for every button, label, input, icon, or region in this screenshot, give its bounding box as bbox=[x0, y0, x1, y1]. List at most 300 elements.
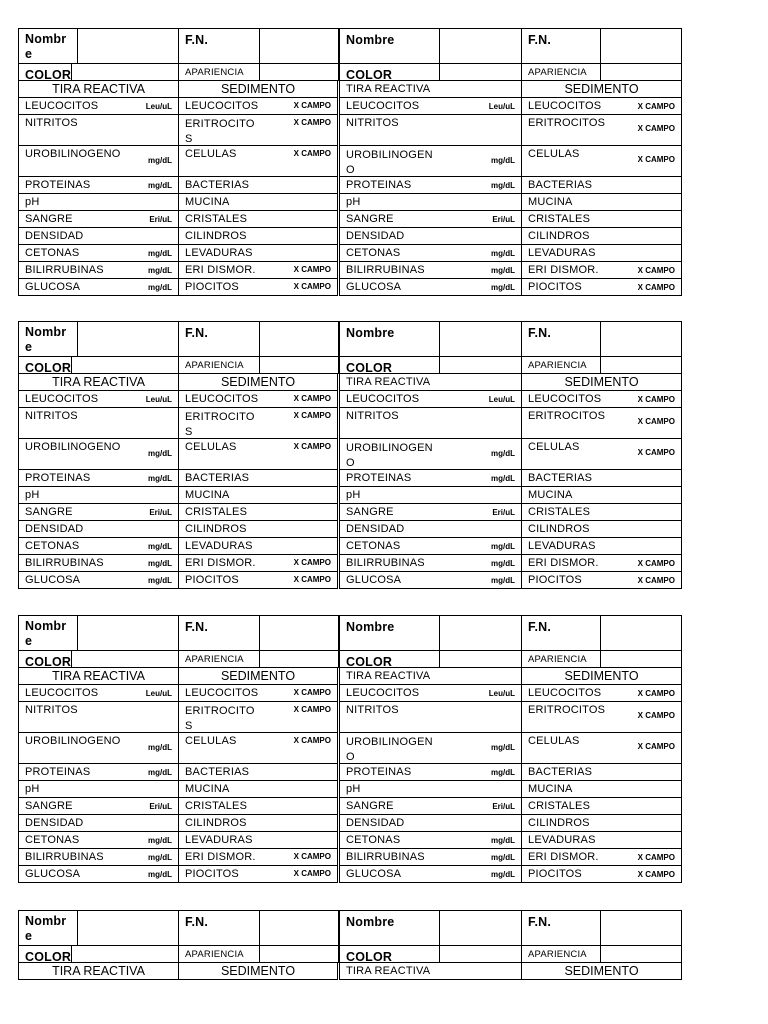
sed-row[interactable] bbox=[521, 520, 682, 538]
tira-row[interactable] bbox=[339, 780, 522, 798]
tira-row-label: CETONAS bbox=[25, 834, 80, 846]
tira-row-label: BILIRRUBINAS bbox=[346, 264, 425, 276]
tira-row-label: BILIRRUBINAS bbox=[346, 851, 425, 863]
sed-row-label: PIOCITOS bbox=[528, 868, 582, 880]
apariencia-value-field[interactable] bbox=[259, 63, 339, 81]
tira-row-unit: mg/dL bbox=[148, 449, 172, 458]
tira-row[interactable] bbox=[18, 684, 179, 702]
tira-row[interactable] bbox=[18, 814, 179, 832]
fn-value-field[interactable] bbox=[259, 910, 339, 946]
nombre-value-field[interactable] bbox=[77, 615, 179, 651]
sed-row-label: PIOCITOS bbox=[185, 574, 239, 586]
tira-row-unit: mg/dL bbox=[491, 870, 515, 879]
sed-row[interactable] bbox=[521, 780, 682, 798]
sed-row[interactable] bbox=[178, 438, 338, 470]
tira-row[interactable] bbox=[339, 407, 522, 439]
sed-row-unit: X CAMPO bbox=[637, 711, 675, 720]
color-value-field[interactable] bbox=[439, 650, 522, 668]
color-value-field[interactable] bbox=[439, 356, 522, 374]
tira-row[interactable] bbox=[339, 227, 522, 245]
color-label: COLOR bbox=[25, 68, 72, 81]
fn-value-field[interactable] bbox=[259, 615, 339, 651]
tira-row-label: UROBILINOGENO bbox=[25, 148, 121, 160]
tira-row[interactable] bbox=[339, 210, 522, 228]
sed-row[interactable] bbox=[521, 684, 682, 702]
sed-row[interactable] bbox=[521, 763, 682, 781]
nombre-label-cell bbox=[18, 910, 78, 946]
sed-row[interactable] bbox=[521, 503, 682, 521]
tira-row[interactable] bbox=[18, 261, 179, 279]
tira-row[interactable] bbox=[18, 763, 179, 781]
tira-row-label: PROTEINAS bbox=[346, 179, 412, 191]
sed-row[interactable] bbox=[178, 244, 338, 262]
sed-row-label: CILINDROS bbox=[185, 817, 247, 829]
sed-row-label: BACTERIAS bbox=[528, 766, 593, 778]
tira-row[interactable] bbox=[339, 145, 522, 177]
sed-row-unit: X CAMPO bbox=[293, 101, 331, 110]
color-label: COLOR bbox=[346, 950, 393, 963]
sed-row-unit: X CAMPO bbox=[637, 283, 675, 292]
tira-row[interactable] bbox=[18, 278, 179, 296]
tira-row-unit: mg/dL bbox=[148, 156, 172, 165]
sed-row[interactable] bbox=[521, 701, 682, 733]
sed-row-label: CRISTALES bbox=[528, 800, 591, 812]
tira-row-unit: Leu/uL bbox=[488, 395, 515, 404]
tira-row[interactable] bbox=[18, 486, 179, 504]
sed-row[interactable] bbox=[178, 227, 338, 245]
color-label: COLOR bbox=[346, 68, 393, 81]
tira-row[interactable] bbox=[339, 438, 522, 470]
apariencia-label-cell bbox=[521, 945, 601, 963]
tira-row-unit: mg/dL bbox=[148, 283, 172, 292]
tira-row[interactable] bbox=[18, 537, 179, 555]
sed-row[interactable] bbox=[178, 193, 338, 211]
sed-row[interactable] bbox=[521, 571, 682, 589]
tira-row[interactable] bbox=[18, 438, 179, 470]
tira-row-unit: Eri/uL bbox=[492, 215, 515, 224]
sed-row[interactable] bbox=[178, 520, 338, 538]
sed-row[interactable] bbox=[521, 848, 682, 866]
sed-row-unit: X CAMPO bbox=[637, 559, 675, 568]
tira-row[interactable] bbox=[18, 193, 179, 211]
sed-row[interactable] bbox=[178, 701, 338, 733]
tira-row[interactable] bbox=[18, 114, 179, 146]
sed-row[interactable] bbox=[178, 571, 338, 589]
tira-row-unit: mg/dL bbox=[148, 542, 172, 551]
tira-row[interactable] bbox=[18, 390, 179, 408]
sed-row-unit: X CAMPO bbox=[293, 265, 331, 274]
tira-row[interactable] bbox=[18, 176, 179, 194]
sed-row-label: ERI DISMOR. bbox=[185, 264, 256, 276]
tira-row[interactable] bbox=[18, 797, 179, 815]
tira-row[interactable] bbox=[18, 865, 179, 883]
sed-row[interactable] bbox=[178, 278, 338, 296]
apariencia-label-cell bbox=[521, 356, 601, 374]
sed-row[interactable] bbox=[521, 554, 682, 572]
fn-label-cell bbox=[521, 615, 601, 651]
tira-row-unit: mg/dL bbox=[491, 836, 515, 845]
tira-row-label: LEUCOCITOS bbox=[346, 393, 420, 405]
sed-row[interactable] bbox=[521, 469, 682, 487]
tira-row[interactable] bbox=[339, 520, 522, 538]
tira-row-label: DENSIDAD bbox=[346, 817, 405, 829]
nombre-label-cell bbox=[18, 28, 78, 64]
sed-row-label: CRISTALES bbox=[528, 213, 591, 225]
tira-row[interactable] bbox=[18, 210, 179, 228]
tira-row-unit: mg/dL bbox=[148, 474, 172, 483]
sed-row-label: MUCINA bbox=[528, 489, 573, 501]
sed-row[interactable] bbox=[178, 684, 338, 702]
fn-value-field[interactable] bbox=[600, 28, 682, 64]
sed-row[interactable] bbox=[521, 831, 682, 849]
nombre-label: Nombre bbox=[346, 915, 395, 929]
sed-row[interactable] bbox=[521, 814, 682, 832]
sed-row[interactable] bbox=[178, 114, 338, 146]
sedimento-title: SEDIMENTO bbox=[220, 82, 296, 96]
fn-value-field[interactable] bbox=[600, 615, 682, 651]
nombre-value-field[interactable] bbox=[439, 910, 522, 946]
sed-row-label: MUCINA bbox=[528, 196, 573, 208]
tira-row-label: LEUCOCITOS bbox=[346, 100, 420, 112]
sed-row-label: BACTERIAS bbox=[528, 472, 593, 484]
tira-row[interactable] bbox=[339, 176, 522, 194]
nombre-value-field[interactable] bbox=[439, 615, 522, 651]
tira-row[interactable] bbox=[18, 503, 179, 521]
sed-row[interactable] bbox=[521, 176, 682, 194]
tira-row[interactable] bbox=[339, 244, 522, 262]
sed-row-label: LEVADURAS bbox=[185, 834, 253, 846]
sed-row[interactable] bbox=[178, 537, 338, 555]
sed-row-unit: X CAMPO bbox=[293, 394, 331, 403]
tira-row-label: CETONAS bbox=[25, 247, 80, 259]
sed-row[interactable] bbox=[521, 390, 682, 408]
sed-row[interactable] bbox=[521, 732, 682, 764]
nombre-value-field[interactable] bbox=[77, 910, 179, 946]
sed-row-unit: X CAMPO bbox=[293, 118, 331, 127]
sed-row-unit: X CAMPO bbox=[293, 411, 331, 420]
tira-row[interactable] bbox=[18, 554, 179, 572]
sed-row-label: CELULAS bbox=[185, 735, 237, 747]
sed-row-label: ERITROCITO S bbox=[185, 411, 255, 438]
tira-row-label: LEUCOCITOS bbox=[25, 100, 99, 112]
tira-row-label: DENSIDAD bbox=[25, 523, 84, 535]
sed-row[interactable] bbox=[178, 848, 338, 866]
sed-row-label: ERITROCITOS bbox=[528, 410, 606, 422]
tira-row[interactable] bbox=[18, 469, 179, 487]
sed-row-label: ERI DISMOR. bbox=[185, 557, 256, 569]
tira-row[interactable] bbox=[339, 278, 522, 296]
tira-row[interactable] bbox=[339, 503, 522, 521]
sed-row[interactable] bbox=[521, 278, 682, 296]
nombre-label: Nombr e bbox=[25, 914, 67, 943]
tira-row[interactable] bbox=[339, 114, 522, 146]
sedimento-header bbox=[521, 962, 682, 980]
color-value-field[interactable] bbox=[71, 650, 179, 668]
fn-label-cell bbox=[178, 321, 260, 357]
fn-label: F.N. bbox=[185, 620, 209, 634]
tira-row-unit: Leu/uL bbox=[145, 395, 172, 404]
fn-label-cell bbox=[178, 615, 260, 651]
tira-row[interactable] bbox=[18, 571, 179, 589]
sed-row[interactable] bbox=[521, 797, 682, 815]
sed-row[interactable] bbox=[178, 503, 338, 521]
tira-row-unit: mg/dL bbox=[491, 266, 515, 275]
sed-row-label: LEVADURAS bbox=[185, 540, 253, 552]
sed-row-label: CELULAS bbox=[528, 441, 580, 453]
sed-row-label: CELULAS bbox=[528, 148, 580, 160]
tira-row-label: UROBILINOGENO bbox=[25, 441, 121, 453]
sed-row[interactable] bbox=[521, 537, 682, 555]
sed-row[interactable] bbox=[521, 210, 682, 228]
color-label-cell bbox=[339, 356, 440, 374]
sed-row[interactable] bbox=[178, 814, 338, 832]
tira-row[interactable] bbox=[18, 848, 179, 866]
tira-row-label: DENSIDAD bbox=[346, 230, 405, 242]
tira-row-unit: Eri/uL bbox=[492, 802, 515, 811]
sed-row[interactable] bbox=[521, 97, 682, 115]
tira-row[interactable] bbox=[18, 520, 179, 538]
sed-row-label: LEUCOCITOS bbox=[185, 100, 259, 112]
apariencia-value-field[interactable] bbox=[259, 650, 339, 668]
sed-row-unit: X CAMPO bbox=[637, 742, 675, 751]
sed-row-label: CRISTALES bbox=[528, 506, 591, 518]
tira-row[interactable] bbox=[339, 814, 522, 832]
tira-row-unit: mg/dL bbox=[491, 474, 515, 483]
tira-row-label: CETONAS bbox=[346, 540, 401, 552]
tira-row[interactable] bbox=[339, 390, 522, 408]
fn-label-cell bbox=[178, 910, 260, 946]
tira-row[interactable] bbox=[18, 227, 179, 245]
tira-row[interactable] bbox=[339, 554, 522, 572]
sed-row[interactable] bbox=[178, 97, 338, 115]
sedimento-title: SEDIMENTO bbox=[564, 82, 639, 96]
tira-row-unit: mg/dL bbox=[148, 249, 172, 258]
sed-row[interactable] bbox=[521, 865, 682, 883]
tira-row-label: UROBILINOGENO bbox=[25, 735, 121, 747]
tira-row[interactable] bbox=[339, 571, 522, 589]
tira-row[interactable] bbox=[18, 831, 179, 849]
tira-row-label: GLUCOSA bbox=[25, 281, 81, 293]
tira-row-label: NITRITOS bbox=[25, 704, 78, 716]
nombre-value-field[interactable] bbox=[77, 321, 179, 357]
nombre-label: Nombre bbox=[346, 326, 395, 340]
tira-row[interactable] bbox=[339, 763, 522, 781]
sed-row-unit: X CAMPO bbox=[637, 395, 675, 404]
tira-row[interactable] bbox=[18, 701, 179, 733]
tira-row-unit: mg/dL bbox=[148, 559, 172, 568]
tira-reactiva-header bbox=[18, 667, 179, 685]
sedimento-header bbox=[521, 80, 682, 98]
sed-row[interactable] bbox=[178, 554, 338, 572]
tira-row[interactable] bbox=[339, 684, 522, 702]
color-value-field[interactable] bbox=[71, 945, 179, 963]
fn-value-field[interactable] bbox=[600, 321, 682, 357]
tira-row-unit: mg/dL bbox=[491, 743, 515, 752]
sed-row-label: LEUCOCITOS bbox=[528, 393, 602, 405]
nombre-label: Nombre bbox=[346, 33, 395, 47]
tira-row-label: CETONAS bbox=[25, 540, 80, 552]
tira-row-label: BILIRRUBINAS bbox=[25, 851, 104, 863]
sedimento-title: SEDIMENTO bbox=[220, 669, 296, 683]
fn-label-cell bbox=[178, 28, 260, 64]
sed-row[interactable] bbox=[521, 261, 682, 279]
fn-value-field[interactable] bbox=[259, 321, 339, 357]
sed-row[interactable] bbox=[521, 486, 682, 504]
tira-row[interactable] bbox=[18, 407, 179, 439]
sed-row[interactable] bbox=[178, 831, 338, 849]
sed-row[interactable] bbox=[178, 407, 338, 439]
tira-row[interactable] bbox=[339, 831, 522, 849]
tira-row[interactable] bbox=[339, 865, 522, 883]
color-value-field[interactable] bbox=[71, 356, 179, 374]
tira-row[interactable] bbox=[18, 780, 179, 798]
color-label: COLOR bbox=[25, 655, 72, 668]
tira-row[interactable] bbox=[18, 145, 179, 177]
fn-label: F.N. bbox=[528, 326, 552, 340]
nombre-label-cell bbox=[339, 28, 440, 64]
sed-row-label: LEVADURAS bbox=[528, 834, 596, 846]
sed-row[interactable] bbox=[178, 763, 338, 781]
tira-row[interactable] bbox=[339, 469, 522, 487]
tira-row-label: CETONAS bbox=[346, 834, 401, 846]
sed-row[interactable] bbox=[178, 210, 338, 228]
tira-row-label: CETONAS bbox=[346, 247, 401, 259]
color-label-cell bbox=[339, 945, 440, 963]
tira-row[interactable] bbox=[339, 732, 522, 764]
tira-row[interactable] bbox=[18, 97, 179, 115]
tira-row[interactable] bbox=[339, 193, 522, 211]
color-label-cell bbox=[18, 356, 72, 374]
tira-row[interactable] bbox=[339, 701, 522, 733]
color-label-cell bbox=[18, 945, 72, 963]
apariencia-label: APARIENCIA bbox=[528, 949, 587, 960]
apariencia-value-field[interactable] bbox=[259, 356, 339, 374]
sed-row-unit: X CAMPO bbox=[637, 417, 675, 426]
fn-value-field[interactable] bbox=[600, 910, 682, 946]
apariencia-label: APARIENCIA bbox=[185, 360, 244, 371]
tira-reactiva-header bbox=[18, 962, 179, 980]
sed-row[interactable] bbox=[178, 390, 338, 408]
sed-row[interactable] bbox=[178, 732, 338, 764]
sed-row[interactable] bbox=[521, 227, 682, 245]
sed-row-unit: X CAMPO bbox=[293, 558, 331, 567]
sed-row[interactable] bbox=[178, 176, 338, 194]
apariencia-label: APARIENCIA bbox=[528, 360, 587, 371]
sed-row-label: CRISTALES bbox=[185, 800, 248, 812]
sed-row[interactable] bbox=[178, 780, 338, 798]
tira-row[interactable] bbox=[339, 848, 522, 866]
sed-row[interactable] bbox=[521, 407, 682, 439]
tira-row-label: SANGRE bbox=[25, 506, 73, 518]
sed-row-unit: X CAMPO bbox=[637, 124, 675, 133]
tira-row-label: PROTEINAS bbox=[346, 766, 412, 778]
sed-row-label: CELULAS bbox=[528, 735, 580, 747]
tira-row-label: GLUCOSA bbox=[25, 868, 81, 880]
apariencia-value-field[interactable] bbox=[600, 356, 682, 374]
apariencia-value-field[interactable] bbox=[600, 650, 682, 668]
sed-row-unit: X CAMPO bbox=[293, 869, 331, 878]
tira-row[interactable] bbox=[339, 537, 522, 555]
tira-row-unit: mg/dL bbox=[491, 249, 515, 258]
tira-row-label: LEUCOCITOS bbox=[346, 687, 420, 699]
sed-row-label: CILINDROS bbox=[185, 523, 247, 535]
sed-row-label: LEVADURAS bbox=[185, 247, 253, 259]
tira-row[interactable] bbox=[18, 244, 179, 262]
tira-row-label: UROBILINOGEN O bbox=[346, 149, 433, 176]
tira-row-label: SANGRE bbox=[25, 213, 73, 225]
sed-row[interactable] bbox=[178, 486, 338, 504]
color-label: COLOR bbox=[346, 655, 393, 668]
apariencia-value-field[interactable] bbox=[600, 63, 682, 81]
tira-reactiva-title: TIRA REACTIVA bbox=[346, 670, 431, 682]
apariencia-value-field[interactable] bbox=[600, 945, 682, 963]
sed-row[interactable] bbox=[521, 114, 682, 146]
sed-row[interactable] bbox=[521, 244, 682, 262]
sed-row[interactable] bbox=[178, 145, 338, 177]
tira-row[interactable] bbox=[339, 261, 522, 279]
sed-row-label: LEVADURAS bbox=[528, 247, 596, 259]
sed-row[interactable] bbox=[521, 193, 682, 211]
sed-row[interactable] bbox=[178, 865, 338, 883]
tira-row[interactable] bbox=[339, 97, 522, 115]
tira-row[interactable] bbox=[18, 732, 179, 764]
color-label: COLOR bbox=[25, 361, 72, 374]
color-label-cell bbox=[18, 63, 72, 81]
sed-row-label: ERITROCITOS bbox=[528, 704, 606, 716]
nombre-label: Nombr e bbox=[25, 619, 67, 648]
fn-value-field[interactable] bbox=[259, 28, 339, 64]
sed-row[interactable] bbox=[178, 261, 338, 279]
tira-row-unit: mg/dL bbox=[148, 576, 172, 585]
sed-row-unit: X CAMPO bbox=[293, 442, 331, 451]
color-value-field[interactable] bbox=[71, 63, 179, 81]
nombre-value-field[interactable] bbox=[77, 28, 179, 64]
nombre-value-field[interactable] bbox=[439, 321, 522, 357]
tira-reactiva-header bbox=[339, 80, 522, 98]
sed-row-label: ERI DISMOR. bbox=[528, 264, 599, 276]
apariencia-label: APARIENCIA bbox=[528, 654, 587, 665]
tira-row-unit: mg/dL bbox=[491, 576, 515, 585]
apariencia-value-field[interactable] bbox=[259, 945, 339, 963]
sed-row-unit: X CAMPO bbox=[637, 576, 675, 585]
color-value-field[interactable] bbox=[439, 945, 522, 963]
color-value-field[interactable] bbox=[439, 63, 522, 81]
sedimento-header bbox=[178, 373, 338, 391]
tira-row-label: SANGRE bbox=[346, 506, 394, 518]
sed-row-label: LEUCOCITOS bbox=[528, 100, 602, 112]
nombre-value-field[interactable] bbox=[439, 28, 522, 64]
sed-row-label: BACTERIAS bbox=[185, 472, 250, 484]
sedimento-title: SEDIMENTO bbox=[564, 375, 639, 389]
tira-row[interactable] bbox=[339, 486, 522, 504]
sedimento-title: SEDIMENTO bbox=[220, 964, 296, 978]
tira-row-unit: mg/dL bbox=[148, 768, 172, 777]
tira-row-unit: mg/dL bbox=[491, 449, 515, 458]
tira-row-label: pH bbox=[346, 489, 361, 501]
sed-row-label: ERI DISMOR. bbox=[528, 851, 599, 863]
tira-row-label: PROTEINAS bbox=[25, 766, 91, 778]
sed-row-unit: X CAMPO bbox=[637, 155, 675, 164]
sed-row-unit: X CAMPO bbox=[293, 736, 331, 745]
sed-row[interactable] bbox=[178, 469, 338, 487]
tira-row[interactable] bbox=[339, 797, 522, 815]
sedimento-title: SEDIMENTO bbox=[564, 669, 639, 683]
sed-row[interactable] bbox=[521, 145, 682, 177]
sedimento-header bbox=[521, 373, 682, 391]
sed-row-unit: X CAMPO bbox=[293, 282, 331, 291]
sed-row[interactable] bbox=[521, 438, 682, 470]
sed-row[interactable] bbox=[178, 797, 338, 815]
